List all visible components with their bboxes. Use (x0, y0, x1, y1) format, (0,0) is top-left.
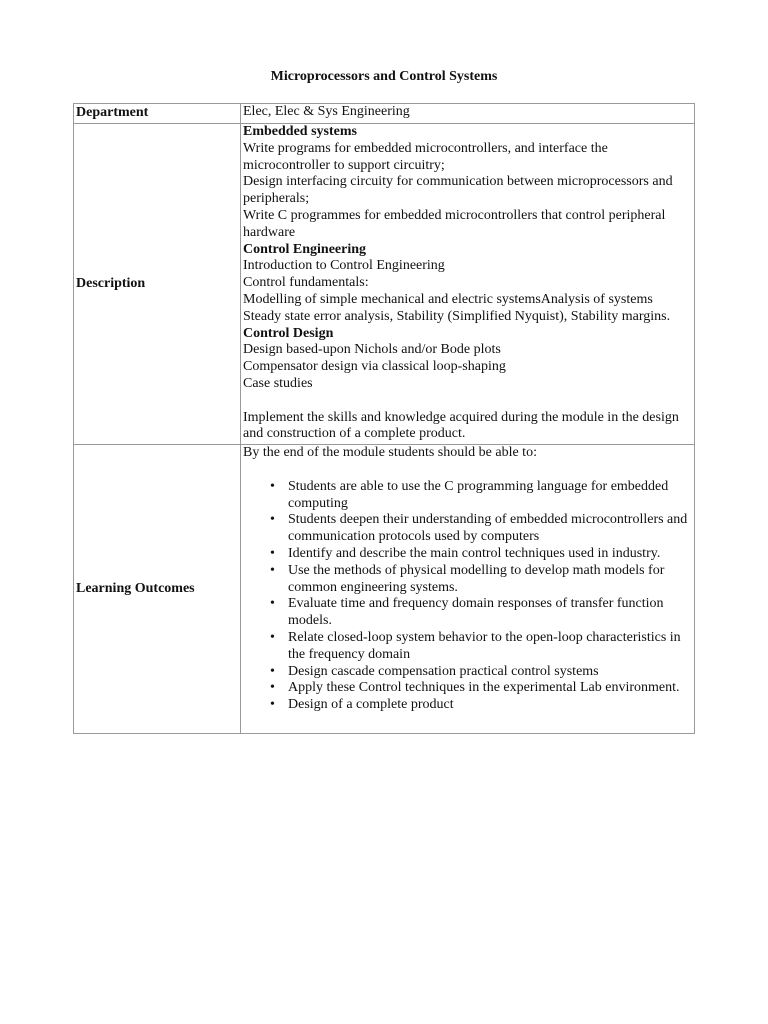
description-heading-control-engineering: Control Engineering (243, 241, 367, 257)
page-title: Microprocessors and Control Systems (270, 69, 498, 84)
description-line: Implement the skills and knowledge acquired during the module in the design and construction of a complete product. (243, 409, 679, 442)
learning-outcomes-list (243, 479, 692, 714)
list-item: • Students are able to use the C programming language for embedded computing (288, 479, 692, 513)
description-label: Description (74, 124, 241, 445)
description-line: Control fundamentals: (243, 275, 369, 291)
description-line: Compensator design via classical loop-shaping (243, 359, 506, 375)
description-line: Steady state error analysis, Stability (Simplified Nyquist), Stability margins. (243, 308, 671, 324)
learning-outcomes-content (241, 445, 695, 734)
description-line: Modelling of simple mechanical and electric systemsAnalysis of systems (243, 291, 653, 307)
list-item: • Design cascade compensation practical control systems (288, 664, 692, 681)
description-row (74, 124, 695, 445)
learning-outcomes-row (74, 445, 695, 734)
description-line: Write C programmes for embedded microcontrollers that control peripheral hardware (243, 207, 666, 240)
department-row (74, 104, 695, 124)
description-line: Design interfacing circuity for communication between microprocessors and peripherals; (243, 174, 673, 207)
list-item: • Students deepen their understanding of embedded microcontrollers and communication protocols used by computers (288, 512, 692, 546)
description-line: Write programs for embedded microcontrollers, and interface the microcontroller to support circuitry; (243, 140, 608, 173)
department-value: Elec, Elec & Sys Engineering (241, 104, 695, 124)
description-line: Case studies (243, 375, 313, 391)
list-item: • Relate closed-loop system behavior to the open-loop characteristics in the frequency domain (288, 630, 692, 664)
list-item: • Use the methods of physical modelling to develop math models for common engineering systems. (288, 563, 692, 597)
department-label: Department (74, 104, 241, 124)
learning-outcomes-blank-line (243, 462, 692, 479)
description-heading-embedded-systems: Embedded systems (243, 124, 357, 139)
module-table (73, 103, 695, 734)
description-line: Introduction to Control Engineering (243, 258, 445, 274)
list-item: • Design of a complete product (288, 697, 692, 714)
list-item: • Evaluate time and frequency domain responses of transfer function models. (288, 596, 692, 630)
description-line: Design based-upon Nichols and/or Bode plots (243, 342, 501, 358)
list-item: • Apply these Control techniques in the experimental Lab environment. (288, 680, 692, 697)
learning-outcomes-label: Learning Outcomes (74, 445, 241, 734)
list-item: • Identify and describe the main control techniques used in industry. (288, 546, 692, 563)
learning-outcomes-intro: By the end of the module students should be able to: (243, 445, 537, 461)
description-blank-line (243, 393, 692, 410)
description-heading-control-design: Control Design (243, 325, 334, 341)
description-content (241, 124, 695, 445)
